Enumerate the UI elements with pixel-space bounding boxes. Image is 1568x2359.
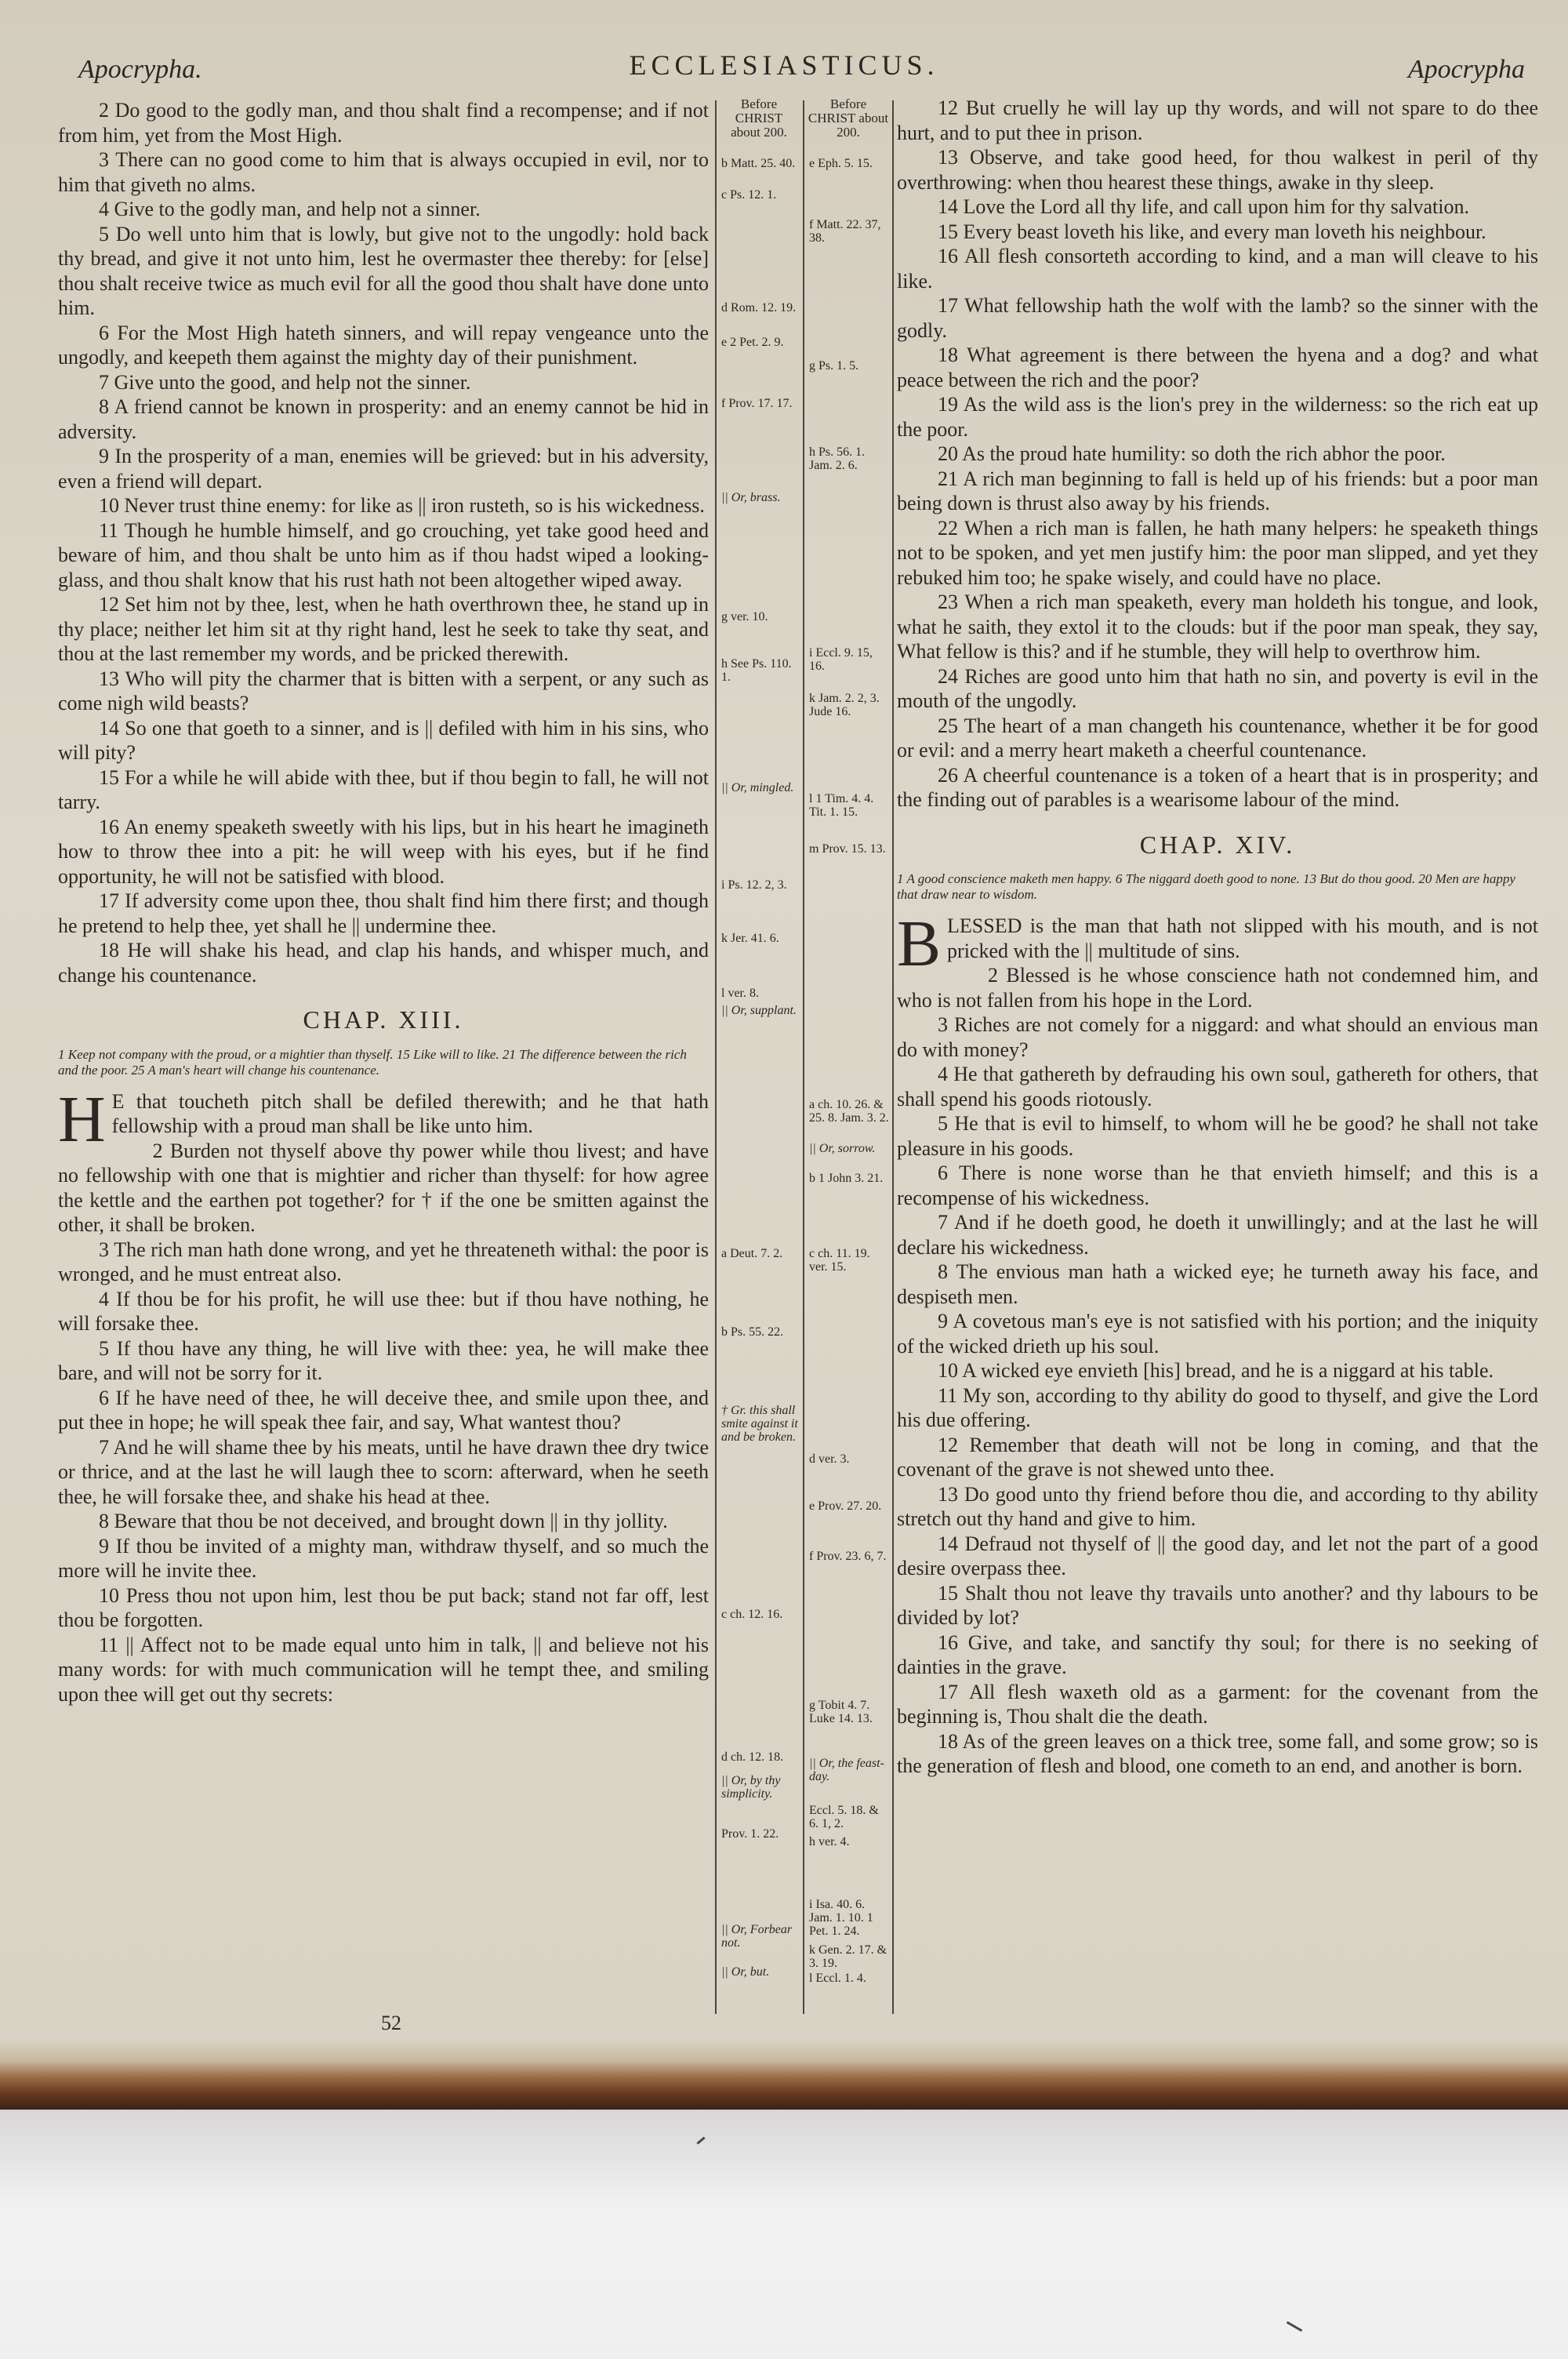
verse: 24 Riches are good unto him that hath no sin, and poverty is evil in the mouth of the ungodly. xyxy=(897,664,1538,712)
margin-note: c ch. 11. 19. ver. 15. xyxy=(809,1247,870,1274)
verse: 25 The heart of a man changeth his countenance, whether it be for good or evil: and a merry heart maketh a cheerful countenance. xyxy=(897,714,1538,761)
verse: 18 What agreement is there between the hyena and a dog? and what peace between the rich and the poor? xyxy=(897,343,1538,391)
verse: 15 For a while he will abide with thee, but if thou begin to fall, he will not tarry. xyxy=(58,765,709,813)
verse: 21 A rich man beginning to fall is held up of his friends: but a poor man being down is thrust also away by his friends. xyxy=(897,467,1538,514)
verse: 2 Burden not thyself above thy power while thou livest; and have no fellowship with one that is mightier and richer than thyself: for how agree the kettle and the earthen pot together? for † if the one be smitten against the other, it shall be broken. xyxy=(58,1139,709,1236)
verse: 14 Defraud not thyself of || the good day, and let not the part of a good desire overpass thee. xyxy=(897,1532,1538,1579)
page-number: 52 xyxy=(381,2012,401,2034)
margin-note: b Matt. 25. 40. xyxy=(721,157,796,170)
verse: 5 Do well unto him that is lowly, but give not to the ungodly: hold back thy bread, and give it not unto him, lest he overmaster thee thereby: for [else] thou shalt receive twice as much evil for all the good thou shalt have done unto him. xyxy=(58,222,709,319)
verse: 4 Give to the godly man, and help not a sinner. xyxy=(99,198,481,220)
margin-note: k Jam. 2. 2, 3. Jude 16. xyxy=(809,692,880,718)
verse: 9 In the prosperity of a man, enemies will be grieved: but in his adversity, even a friend will depart. xyxy=(58,445,709,493)
margin-note: g ver. 10. xyxy=(721,610,768,623)
margin-note: d ver. 3. xyxy=(809,1452,850,1466)
drop-cap: H xyxy=(58,1082,106,1156)
verse: 8 A friend cannot be known in prosperity: and an enemy cannot be hid in adversity. xyxy=(58,395,709,443)
margin-note: e 2 Pet. 2. 9. xyxy=(721,336,784,349)
left-text-column xyxy=(58,98,709,1707)
verse: 3 Riches are not comely for a niggard: and what should an envious man do with money? xyxy=(897,1013,1538,1061)
verse: 4 If thou be for his profit, he will use thee: but if thou have nothing, he will forsake thee. xyxy=(58,1287,709,1335)
verse: 12 Remember that death will not be long in coming, and that the covenant of the grave is not shewed unto thee. xyxy=(897,1433,1538,1481)
verse: 7 Give unto the good, and help not the sinner. xyxy=(99,370,471,394)
chapter-summary: 1 A good conscience maketh men happy. 6 The niggard doeth good to none. 13 But do thou good. 20 Men are happy that draw near to wisdom. xyxy=(897,871,1515,902)
verse: 18 He will shake his head, and clap his hands, and whisper much, and change his countenance. xyxy=(58,939,709,987)
margin-note: i Ps. 12. 2, 3. xyxy=(721,878,787,892)
margin-note: l 1 Tim. 4. 4. Tit. 1. 15. xyxy=(809,792,874,819)
verse: 19 As the wild ass is the lion's prey in the wilderness: so the rich eat up the poor. xyxy=(897,393,1538,441)
verse: 17 What fellowship hath the wolf with the lamb? so the sinner with the godly. xyxy=(897,294,1538,342)
table-surface xyxy=(0,2110,1568,2359)
margin-note: b Ps. 55. 22. xyxy=(721,1325,784,1339)
drop-cap: B xyxy=(897,907,942,980)
verse: 18 As of the green leaves on a thick tree, some fall, and some grow; so is the generation of flesh and blood, one cometh to an end, and another is born. xyxy=(897,1729,1538,1777)
margin-note: h Ps. 56. 1. Jam. 2. 6. xyxy=(809,445,866,472)
verse: 16 Give, and take, and sanctify thy soul; for there is no seeking of dainties in the grave. xyxy=(897,1630,1538,1678)
verse: 11 My son, according to thy ability do good to thyself, and give the Lord his due offering. xyxy=(897,1383,1538,1431)
margin-note: † Gr. this shall smite against it and be broken. xyxy=(721,1404,798,1444)
margin-note: g Ps. 1. 5. xyxy=(809,359,859,373)
verse: 15 Every beast loveth his like, and every man loveth his neighbour. xyxy=(938,220,1486,243)
margin-note: d ch. 12. 18. xyxy=(721,1750,784,1764)
verse: 6 For the Most High hateth sinners, and will repay vengeance unto the ungodly, and keepeth them against the mighty day of their punishment. xyxy=(58,321,709,369)
verse: 12 But cruelly he will lay up thy words, and will not spare to do thee hurt, and to put thee in prison. xyxy=(897,96,1538,144)
margin-note: Prov. 1. 22. xyxy=(721,1827,779,1841)
first-verse xyxy=(58,1082,709,1156)
first-verse xyxy=(897,907,1538,980)
verse: 12 Set him not by thee, lest, when he hath overthrown thee, he stand up in thy place; neither let him sit at thy right hand, lest he seek to take thy seat, and thou at the last remember my words, and be pricked therewith. xyxy=(58,593,709,665)
verse: 3 The rich man hath done wrong, and yet he threateneth withal: the poor is wronged, and he must entreat also. xyxy=(58,1238,709,1285)
margin-note: i Eccl. 9. 15, 16. xyxy=(809,646,873,673)
verse: 10 Press thou not upon him, lest thou be put back; stand not far off, lest thou be forgotten. xyxy=(58,1583,709,1631)
margin-note: Eccl. 5. 18. & 6. 1, 2. xyxy=(809,1804,879,1830)
chapter-summary: 1 Keep not company with the proud, or a mightier than thyself. 15 Like will to like. 21 The difference between the rich and the poor. 25 A man's heart will change his countenance. xyxy=(58,1046,687,1078)
verse: 13 Observe, and take good heed, for thou walkest in peril of thy overthrowing: when thou hearest these things, awake in thy sleep. xyxy=(897,146,1538,194)
margin-head-right: Before CHRIST about 200. xyxy=(808,96,889,140)
verse: 8 Beware that thou be not deceived, and brought down || in thy jollity. xyxy=(99,1510,668,1532)
verse: 13 Do good unto thy friend before thou die, and according to thy ability stretch out thy hand and give to him. xyxy=(897,1482,1538,1530)
first-verse-text: E that toucheth pitch shall be defiled therewith; and he that hath fellowship with a proud man shall be like unto him. xyxy=(111,1089,709,1137)
margin-rule-middle xyxy=(803,100,804,2014)
verse: 17 If adversity come upon thee, thou shalt find him there first; and though he pretend to help thee, yet shall he || undermine thee. xyxy=(58,889,709,937)
verse: 4 He that gathereth by defrauding his own soul, gathereth for others, that shall spend his goods riotously. xyxy=(897,1063,1538,1110)
margin-note: || Or, supplant. xyxy=(721,1004,797,1017)
header-left: Apocrypha. xyxy=(78,55,202,84)
verse: 5 If thou have any thing, he will live with thee: yea, he will make thee bare, and will not be sorry for it. xyxy=(58,1336,709,1384)
verse: 7 And he will shame thee by his meats, until he have drawn thee dry twice or thrice, and at the last he will laugh thee to scorn: afterward, when he seeth thee, he will forsake thee, and shake his head at thee. xyxy=(58,1435,709,1508)
right-text-column xyxy=(897,96,1538,1779)
page-edge xyxy=(0,2039,1568,2110)
margin-note: k Jer. 41. 6. xyxy=(721,932,779,945)
margin-note: a Deut. 7. 2. xyxy=(721,1247,783,1260)
verse: 8 The envious man hath a wicked eye; he turneth away his face, and despiseth men. xyxy=(897,1260,1538,1308)
margin-note: || Or, the feast-day. xyxy=(809,1757,884,1783)
margin-note: g Tobit 4. 7. Luke 14. 13. xyxy=(809,1699,873,1725)
verse: 6 There is none worse than he that envieth himself; and this is a recompense of his wickedness. xyxy=(897,1161,1538,1209)
verse: 16 All flesh consorteth according to kind, and a man will cleave to his like. xyxy=(897,245,1538,293)
margin-note: f Prov. 23. 6, 7. xyxy=(809,1550,887,1563)
margin-note: b 1 John 3. 21. xyxy=(809,1172,884,1185)
margin-note: h ver. 4. xyxy=(809,1835,850,1848)
margin-rule-right xyxy=(892,100,894,2014)
verse: 13 Who will pity the charmer that is bitten with a serpent, or any such as come nigh wild beasts? xyxy=(58,667,709,714)
verse: 2 Do good to the godly man, and thou shalt find a recompense; and if not from him, yet from the Most High. xyxy=(58,99,709,147)
margin-note: e Prov. 27. 20. xyxy=(809,1499,882,1513)
margin-note: || Or, Forbear not. xyxy=(721,1923,793,1950)
margin-note: k Gen. 2. 17. & 3. 19. xyxy=(809,1943,887,1970)
verse: 22 When a rich man is fallen, he hath many helpers: he speaketh things not to be spoken, and yet men justify him: the poor man slipped, and yet they rebuked him too; he spake wisely, and could have no place. xyxy=(897,516,1538,589)
verse: 14 So one that goeth to a sinner, and is || defiled with him in his sins, who will pity? xyxy=(58,716,709,764)
verse: 5 He that is evil to himself, to whom will he be good? he shall not take pleasure in his goods. xyxy=(897,1112,1538,1160)
running-title: ECCLESIASTICUS. xyxy=(629,49,939,81)
margin-note: h See Ps. 110. 1. xyxy=(721,657,792,684)
first-verse-text: LESSED is the man that hath not slipped with his mouth, and is not pricked with the || multitude of sins. xyxy=(947,914,1538,962)
verse: 9 A covetous man's eye is not satisfied with his portion; and the iniquity of the wicked drieth up his soul. xyxy=(897,1310,1538,1358)
margin-note: c ch. 12. 16. xyxy=(721,1608,783,1621)
verse: 10 A wicked eye envieth [his] bread, and he is a niggard at his table. xyxy=(938,1359,1494,1382)
margin-note: || Or, mingled. xyxy=(721,781,794,794)
margin-note: i Isa. 40. 6. Jam. 1. 10. 1 Pet. 1. 24. xyxy=(809,1898,873,1938)
margin-note: f Prov. 17. 17. xyxy=(721,397,793,410)
verse: 17 All flesh waxeth old as a garment: for the covenant from the beginning is, Thou shalt die the death. xyxy=(897,1680,1538,1728)
verse: 11 || Affect not to be made equal unto him in talk, || and believe not his many words: for with much communication will he tempt thee, and smiling upon thee will get out thy secrets: xyxy=(58,1633,709,1706)
verse: 2 Blessed is he whose conscience hath not condemned him, and who is not fallen from his hope in the Lord. xyxy=(897,964,1538,1012)
chapter-heading: CHAP. XIII. xyxy=(303,1005,464,1034)
verse: 16 An enemy speaketh sweetly with his lips, but in his heart he imagineth how to throw thee into a pit: he will weep with his eyes, but if he find opportunity, he will not be satisfied with blood. xyxy=(58,815,709,888)
verse: 23 When a rich man speaketh, every man holdeth his tongue, and look, what he saith, they extol it to the clouds: but if the poor man speak, they say, What fellow is this? and if he stumble, they will help to overthrow him. xyxy=(897,591,1538,663)
margin-note: || Or, brass. xyxy=(721,491,781,504)
verse: 9 If thou be invited of a mighty man, withdraw thyself, and so much the more will he invite thee. xyxy=(58,1534,709,1582)
margin-note: c Ps. 12. 1. xyxy=(721,188,777,202)
margin-note: l Eccl. 1. 4. xyxy=(809,1972,866,1985)
verse: 3 There can no good come to him that is always occupied in evil, nor to him that giveth no alms. xyxy=(58,148,709,196)
margin-head-left: Before CHRIST about 200. xyxy=(731,96,787,140)
margin-note: f Matt. 22. 37, 38. xyxy=(809,218,881,245)
margin-note: || Or, but. xyxy=(721,1965,770,1979)
header-right: Apocrypha xyxy=(1407,55,1525,84)
margin-rule-left xyxy=(715,100,717,2014)
margin-note: || Or, sorrow. xyxy=(809,1142,876,1155)
verse: 10 Never trust thine enemy: for like as || iron rusteth, so is his wickedness. xyxy=(99,494,705,517)
verse: 20 As the proud hate humility: so doth the rich abhor the poor. xyxy=(938,442,1446,465)
verse: 15 Shalt thou not leave thy travails unto another? and thy labours to be divided by lot? xyxy=(897,1581,1538,1629)
verse: 6 If he have need of thee, he will deceive thee, and smile upon thee, and put thee in hope; he will speak thee fair, and say, What wantest thou? xyxy=(58,1386,709,1434)
chapter-heading: CHAP. XIV. xyxy=(1139,830,1296,859)
margin-note: d Rom. 12. 19. xyxy=(721,301,797,314)
margin-note: || Or, by thy simplicity. xyxy=(721,1774,781,1801)
verse: 26 A cheerful countenance is a token of a heart that is in prosperity; and the finding out of parables is a wearisome labour of the mind. xyxy=(897,763,1538,811)
verse: 11 Though he humble himself, and go crouching, yet take good heed and beware of him, and thou shalt be unto him as if thou hadst wiped a looking-glass, and thou shalt know that his rust hath not been altogether wiped away. xyxy=(58,518,709,591)
margin-note: m Prov. 15. 13. xyxy=(809,842,886,856)
margin-note: a ch. 10. 26. & 25. 8. Jam. 3. 2. xyxy=(809,1098,889,1125)
verse: 7 And if he doeth good, he doeth it unwillingly; and at the last he will declare his wickedness. xyxy=(897,1211,1538,1259)
margin-note: e Eph. 5. 15. xyxy=(809,157,873,170)
verse: 14 Love the Lord all thy life, and call upon him for thy salvation. xyxy=(938,195,1470,218)
margin-note: l ver. 8. xyxy=(721,987,759,1000)
